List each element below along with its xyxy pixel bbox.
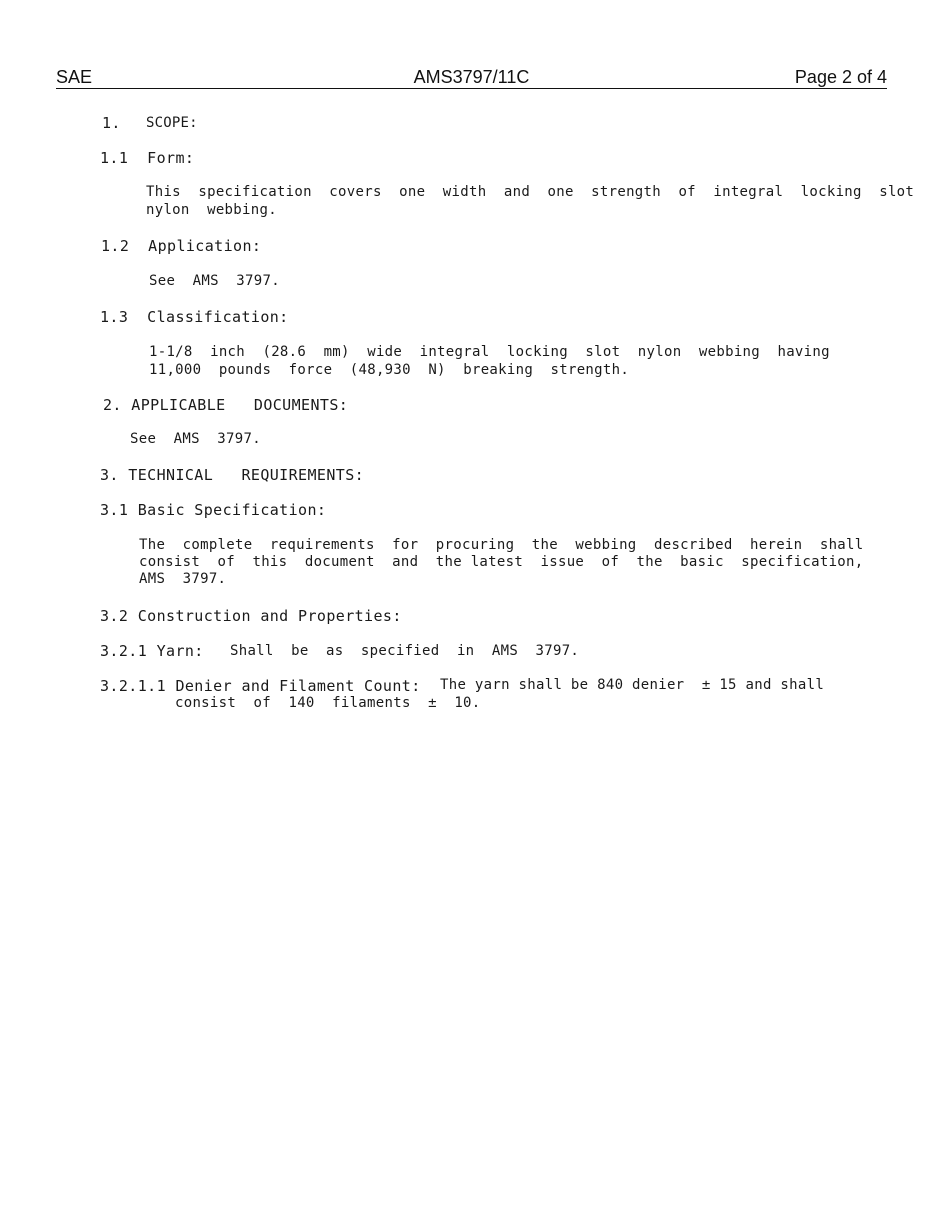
- section-1-1-line-2: nylon webbing.: [146, 202, 277, 218]
- section-1-3-line-2: 11,000 pounds force (48,930 N) breaking strength.: [149, 362, 630, 378]
- section-1-1-heading: 1.1 Form:: [100, 149, 195, 167]
- section-1-2-line-1: See AMS 3797.: [149, 273, 280, 289]
- section-3-1-line-3: AMS 3797.: [139, 571, 227, 587]
- section-1-number: 1.: [102, 114, 121, 132]
- section-3-2-1-heading: 3.2.1 Yarn:: [100, 642, 204, 660]
- section-3-1-line-2: consist of this document and the latest issue of the basic specification,: [139, 554, 864, 570]
- section-3-2-1-1-text: The yarn shall be 840 denier ± 15 and shall: [440, 677, 825, 693]
- page-header: [56, 66, 887, 89]
- section-1-3-heading: 1.3 Classification:: [100, 308, 289, 326]
- section-1-2-heading: 1.2 Application:: [101, 237, 262, 255]
- header-document-number: AMS3797/11C: [413, 67, 530, 87]
- section-2-line-1: See AMS 3797.: [130, 431, 261, 447]
- section-3-2-1-1-line-2: consist of 140 filaments ± 10.: [175, 695, 481, 711]
- section-3-1-line-1: The complete requirements for procuring the webbing described herein shall: [139, 537, 864, 553]
- section-3-1-heading: 3.1 Basic Specification:: [100, 501, 327, 519]
- section-3-2-1-text: Shall be as specified in AMS 3797.: [230, 643, 580, 659]
- section-1-title: SCOPE:: [146, 115, 198, 131]
- section-1-3-line-1: 1-1/8 inch (28.6 mm) wide integral locking slot nylon webbing having: [149, 344, 830, 360]
- section-3-2-heading: 3.2 Construction and Properties:: [100, 607, 402, 625]
- section-3-heading: 3. TECHNICAL REQUIREMENTS:: [100, 466, 365, 484]
- header-org: SAE: [56, 67, 93, 87]
- section-1-1-line-1: This specification covers one width and one strength of integral locking slot: [146, 184, 915, 200]
- section-3-2-1-1-heading: 3.2.1.1 Denier and Filament Count:: [100, 677, 421, 695]
- section-2-heading: 2. APPLICABLE DOCUMENTS:: [103, 396, 349, 414]
- header-page-number: Page 2 of 4: [794, 67, 887, 87]
